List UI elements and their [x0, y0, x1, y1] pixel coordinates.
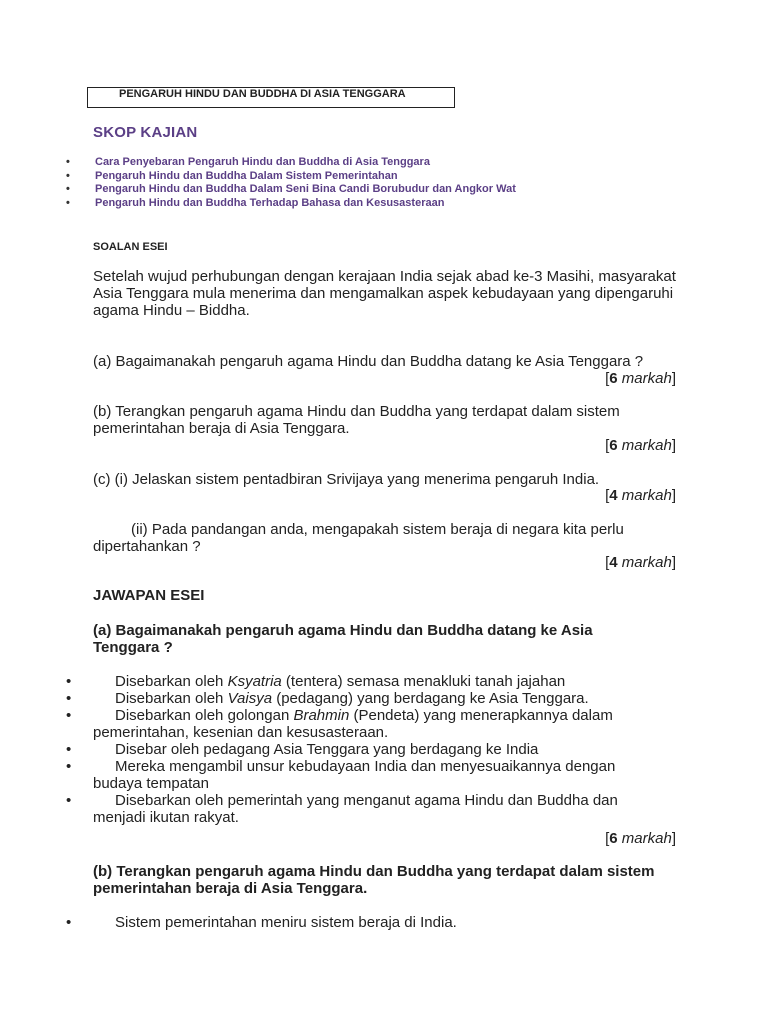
mark-word: markah — [621, 437, 672, 454]
question-b-line2: pemerintahan beraja di Asia Tenggara. — [93, 420, 350, 437]
mark-word: markah — [621, 487, 672, 504]
mark-a: [6 markah] — [605, 370, 676, 387]
bullet-icon: • — [66, 673, 72, 690]
answer-text: Sistem pemerintahan meniru sistem beraja di India. — [115, 914, 457, 931]
mark-b: [6 markah] — [605, 437, 676, 454]
answer-text: Disebarkan oleh — [115, 690, 228, 707]
answer-item — [66, 758, 676, 792]
answer-text: (Pendeta) yang menerapkannya dalam — [349, 707, 613, 724]
answer-item — [66, 690, 676, 707]
answer-b-heading-line1: (b) Terangkan pengaruh agama Hindu dan Buddha yang terdapat dalam sistem — [93, 863, 655, 880]
document-title-box — [87, 87, 455, 108]
answer-term: Ksyatria — [227, 673, 282, 690]
soalan-label: SOALAN ESEI — [93, 241, 168, 253]
answer-text: Disebar oleh pedagang Asia Tenggara yang berdagang ke India — [115, 741, 539, 758]
question-intro: Setelah wujud perhubungan dengan kerajaan India sejak abad ke-3 Masihi, masyarakat Asia Tenggara mula menerima dan mengamalkan aspek kebudayaan yang dipengaruhi agama Hindu – Biddha. — [93, 268, 676, 319]
bullet-icon: • — [66, 741, 72, 758]
answer-text-continued: menjadi ikutan rakyat. — [93, 809, 239, 826]
document-title: PENGARUH HINDU DAN BUDDHA DI ASIA TENGGARA — [119, 88, 406, 100]
bullet-icon: • — [66, 707, 72, 724]
answer-a-heading-line2: Tenggara ? — [93, 639, 173, 656]
answer-item — [66, 673, 676, 690]
answer-text-continued: budaya tempatan — [93, 775, 209, 792]
answer-text: Disebarkan oleh pemerintah yang menganut agama Hindu dan Buddha dan — [115, 792, 618, 809]
answer-item — [66, 707, 676, 741]
bullet-icon: • — [66, 914, 72, 931]
answer-a-list — [66, 673, 676, 826]
answer-text-continued: pemerintahan, kesenian dan kesusasteraan. — [93, 724, 389, 741]
answer-term: Vaisya — [227, 690, 273, 707]
mark-number: 6 — [609, 437, 618, 454]
answer-a-heading-line1: (a) Bagaimanakah pengaruh agama Hindu dan Buddha datang ke Asia — [93, 622, 593, 639]
answer-b-heading-line2: pemerintahan beraja di Asia Tenggara. — [93, 880, 368, 897]
question-c-i: (c) (i) Jelaskan sistem pentadbiran Srivijaya yang menerima pengaruh India. — [93, 471, 600, 488]
answer-text: Mereka mengambil unsur kebudayaan India dan menyesuaikannya dengan — [115, 758, 616, 775]
mark-number: 6 — [609, 370, 618, 387]
mark-answer-a: [6 markah] — [605, 830, 676, 847]
bullet-icon: • — [66, 690, 72, 707]
mark-number: 6 — [609, 830, 618, 847]
answer-b-list — [66, 914, 676, 931]
bullet-icon: • — [66, 792, 72, 809]
mark-word: markah — [621, 554, 672, 571]
skop-list — [66, 156, 586, 210]
question-b-line1: (b) Terangkan pengaruh agama Hindu dan Buddha yang terdapat dalam sistem — [93, 403, 620, 420]
skop-heading: SKOP KAJIAN — [93, 124, 198, 141]
jawapan-heading: JAWAPAN ESEI — [93, 587, 205, 604]
mark-word: markah — [621, 370, 672, 387]
answer-item — [66, 792, 676, 826]
answer-item — [66, 914, 676, 931]
mark-number: 4 — [609, 487, 618, 504]
mark-number: 4 — [609, 554, 618, 571]
question-c-ii-line1: (ii) Pada pandangan anda, mengapakah sistem beraja di negara kita perlu — [131, 521, 624, 538]
answer-text: Disebarkan oleh — [115, 673, 228, 690]
question-c-ii-line2: dipertahankan ? — [93, 538, 201, 555]
answer-text: (pedagang) yang berdagang ke Asia Tenggara. — [272, 690, 589, 707]
answer-text: Disebarkan oleh golongan — [115, 707, 294, 724]
mark-c-ii: [4 markah] — [605, 554, 676, 571]
mark-c-i: [4 markah] — [605, 487, 676, 504]
skop-item: • Pengaruh Hindu dan Buddha Dalam Sistem Pemerintahan — [66, 170, 586, 184]
skop-item: • Pengaruh Hindu dan Buddha Terhadap Bahasa dan Kesusasteraan — [66, 197, 586, 211]
mark-word: markah — [621, 830, 672, 847]
answer-term: Brahmin — [293, 707, 350, 724]
answer-item — [66, 741, 676, 758]
skop-item: • Pengaruh Hindu dan Buddha Dalam Seni Bina Candi Borubudur dan Angkor Wat — [66, 183, 586, 197]
bullet-icon: • — [66, 758, 72, 775]
question-a: (a) Bagaimanakah pengaruh agama Hindu dan Buddha datang ke Asia Tenggara ? — [93, 353, 644, 370]
answer-text: (tentera) semasa menakluki tanah jajahan — [281, 673, 566, 690]
skop-item: • Cara Penyebaran Pengaruh Hindu dan Buddha di Asia Tenggara — [66, 156, 586, 170]
